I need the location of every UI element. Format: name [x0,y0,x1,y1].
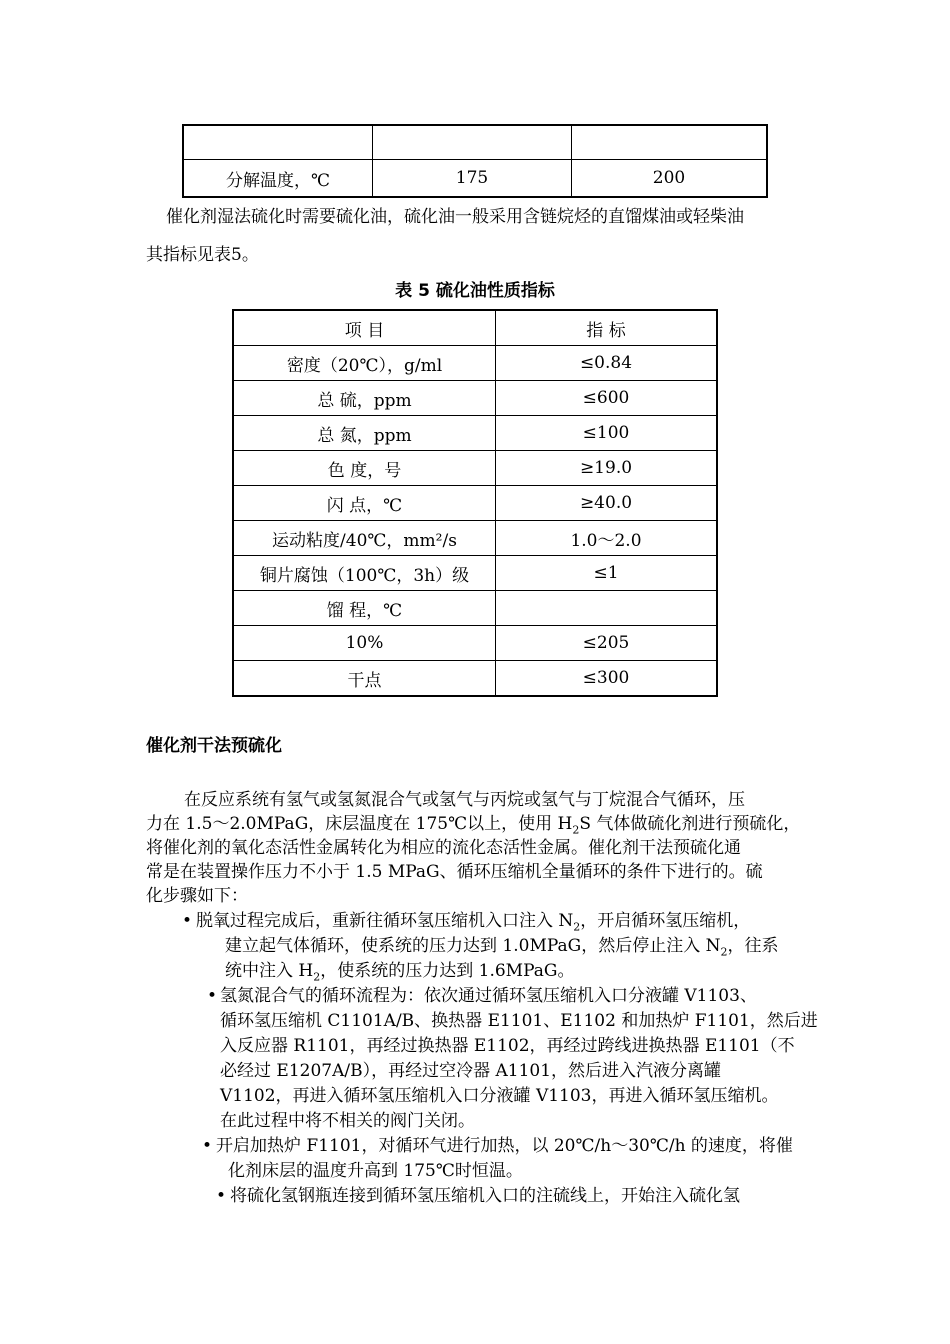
table-cell: ≤0.84 [496,346,718,381]
table-row [183,160,767,198]
table-caption: 表 5 硫化油性质指标 [395,281,555,301]
table-cell: 干点 [233,661,496,697]
table-cell: ≤600 [496,381,718,416]
table-cell: ≤1 [496,556,718,591]
table-row [233,556,717,591]
table-cell: 200 [572,160,768,198]
table-cell: 总 硫，ppm [233,381,496,416]
table-cell: 总 氮，ppm [233,416,496,451]
para-line: 将催化剂的氧化态活性金属转化为相应的流化态活性金属。催化剂干法预硫化通 [146,838,741,858]
table-row [233,626,717,661]
table-cell: 1.0～2.0 [496,521,718,556]
table-row [233,346,717,381]
step-line: V1102，再进入循环氢压缩机入口分液罐 V1103，再进入循环氢压缩机。 [220,1086,779,1106]
table-5 [232,309,718,697]
step-line: 统中注入 $H_2$，使系统的压力达到 1.6MPaG。 [225,961,575,984]
intro-line-2: 其指标见表5。 [146,245,259,265]
bullet-icon: • [207,986,218,1006]
table-row [183,125,767,160]
table-cell [572,125,768,160]
table-cell [373,125,572,160]
table-cell: 闪 点，℃ [233,486,496,521]
table-row [233,416,717,451]
table-cell: 运动粘度/40℃，mm²/s [233,521,496,556]
top-table [182,124,768,198]
header-cell-value: 指 标 [496,310,718,346]
step-line: 入反应器 R1101，再经过换热器 E1102，再经过跨线进换热器 E1101（不 [220,1036,795,1056]
bullet-icon: • [182,911,193,931]
table-row [233,451,717,486]
table-row [233,591,717,626]
table-cell [183,125,373,160]
table-cell: 密度（20℃），g/ml [233,346,496,381]
step-line: 脱氧过程完成后，重新往循环氢压缩机入口注入 $N_2$，开启循环氢压缩机， [196,911,751,934]
table-cell: ≤300 [496,661,718,697]
para-line: 力在 1.5～2.0MPaG，床层温度在 175℃以上，使用 $H_2S$ 气体做硫化剂进行预硫化， [146,814,801,837]
table-row [233,381,717,416]
table-cell: 铜片腐蚀（100℃，3h）级 [233,556,496,591]
bullet-icon: • [202,1136,213,1156]
table-cell: 分解温度，℃ [183,160,373,198]
step-line: 必经过 E1207A/B），再经过空冷器 A1101，然后进入汽液分离罐 [220,1061,722,1081]
table-cell: 馏 程，℃ [233,591,496,626]
para-line: 化步骤如下： [146,886,248,906]
header-cell-item: 项 目 [233,310,496,346]
table-header-row [233,310,717,346]
step-line: 氢氮混合气的循环流程为：依次通过循环氢压缩机入口分液罐 V1103、 [220,986,757,1006]
table-row [233,661,717,697]
intro-line-1: 催化剂湿法硫化时需要硫化油，硫化油一般采用含链烷烃的直馏煤油或轻柴油 [166,207,744,227]
table-cell: 10% [233,626,496,661]
table-cell: 色 度，号 [233,451,496,486]
step-line: 化剂床层的温度升高到 175℃时恒温。 [228,1161,523,1181]
para-line: 在反应系统有氢气或氢氮混合气或氢气与丙烷或氢气与丁烷混合气循环，压 [184,790,745,810]
step-line: 开启加热炉 F1101，对循环气进行加热，以 20℃/h～30℃/h 的速度，将催 [216,1136,793,1156]
bullet-icon: • [216,1186,227,1206]
step-line: 建立起气体循环，使系统的压力达到 1.0MPaG，然后停止注入 $N_2$，往系 [225,936,779,959]
table-cell: ≤100 [496,416,718,451]
section-title: 催化剂干法预硫化 [146,736,282,756]
table-cell: ≥19.0 [496,451,718,486]
step-line: 循环氢压缩机 C1101A/B、换热器 E1101、E1102 和加热炉 F1101，然后进 [220,1011,818,1031]
table-row [233,521,717,556]
table-cell: ≤205 [496,626,718,661]
para-line: 常是在装置操作压力不小于 1.5 MPaG、循环压缩机全量循环的条件下进行的。硫 [146,862,763,882]
table-cell: ≥40.0 [496,486,718,521]
step-line: 将硫化氢钢瓶连接到循环氢压缩机入口的注硫线上，开始注入硫化氢 [230,1186,740,1206]
table-row [233,486,717,521]
table-cell [496,591,718,626]
step-line: 在此过程中将不相关的阀门关闭。 [220,1111,475,1131]
table-cell: 175 [373,160,572,198]
